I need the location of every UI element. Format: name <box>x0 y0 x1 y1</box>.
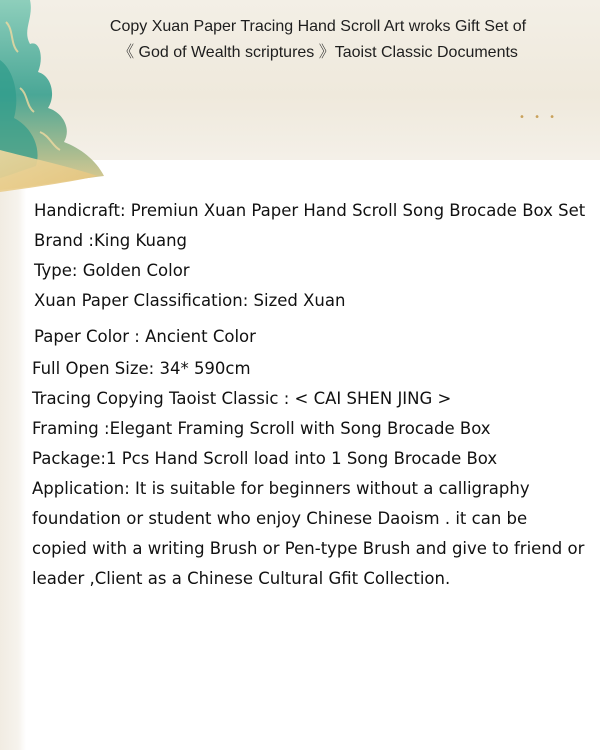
spec-application-line-2: foundation or student who enjoy Chinese Daoism . it can be <box>32 509 528 528</box>
spec-application-line-4: leader ,Client as a Chinese Cultural Gfit Collection. <box>32 569 451 588</box>
left-border-decoration <box>0 160 26 750</box>
product-title <box>68 14 568 66</box>
spec-application-line-1: Application: It is suitable for beginners without a calligraphy <box>32 479 530 498</box>
spec-application-line-3: copied with a writing Brush or Pen-type Brush and give to friend or <box>32 539 585 558</box>
spec-tracing: Tracing Copying Taoist Classic : < CAI SHEN JING > <box>32 389 452 408</box>
spec-brand: Brand :King Kuang <box>34 231 188 250</box>
spec-size: Full Open Size: 34* 590cm <box>32 359 251 378</box>
title-line-2: 《 God of Wealth scriptures 》Taoist Classic Documents <box>118 44 518 61</box>
decorative-dots: • • • <box>519 112 559 123</box>
spec-paper-color: Paper Color : Ancient Color <box>34 327 256 346</box>
title-line-1: Copy Xuan Paper Tracing Hand Scroll Art wroks Gift Set of <box>109 18 527 35</box>
spec-handicraft: Handicraft: Premiun Xuan Paper Hand Scroll Song Brocade Box Set <box>34 201 586 220</box>
spec-classification: Xuan Paper Classification: Sized Xuan <box>34 291 346 310</box>
spec-framing: Framing :Elegant Framing Scroll with Song Brocade Box <box>32 419 491 438</box>
spec-type: Type: Golden Color <box>34 261 190 280</box>
spec-package: Package:1 Pcs Hand Scroll load into 1 Song Brocade Box <box>32 449 498 468</box>
